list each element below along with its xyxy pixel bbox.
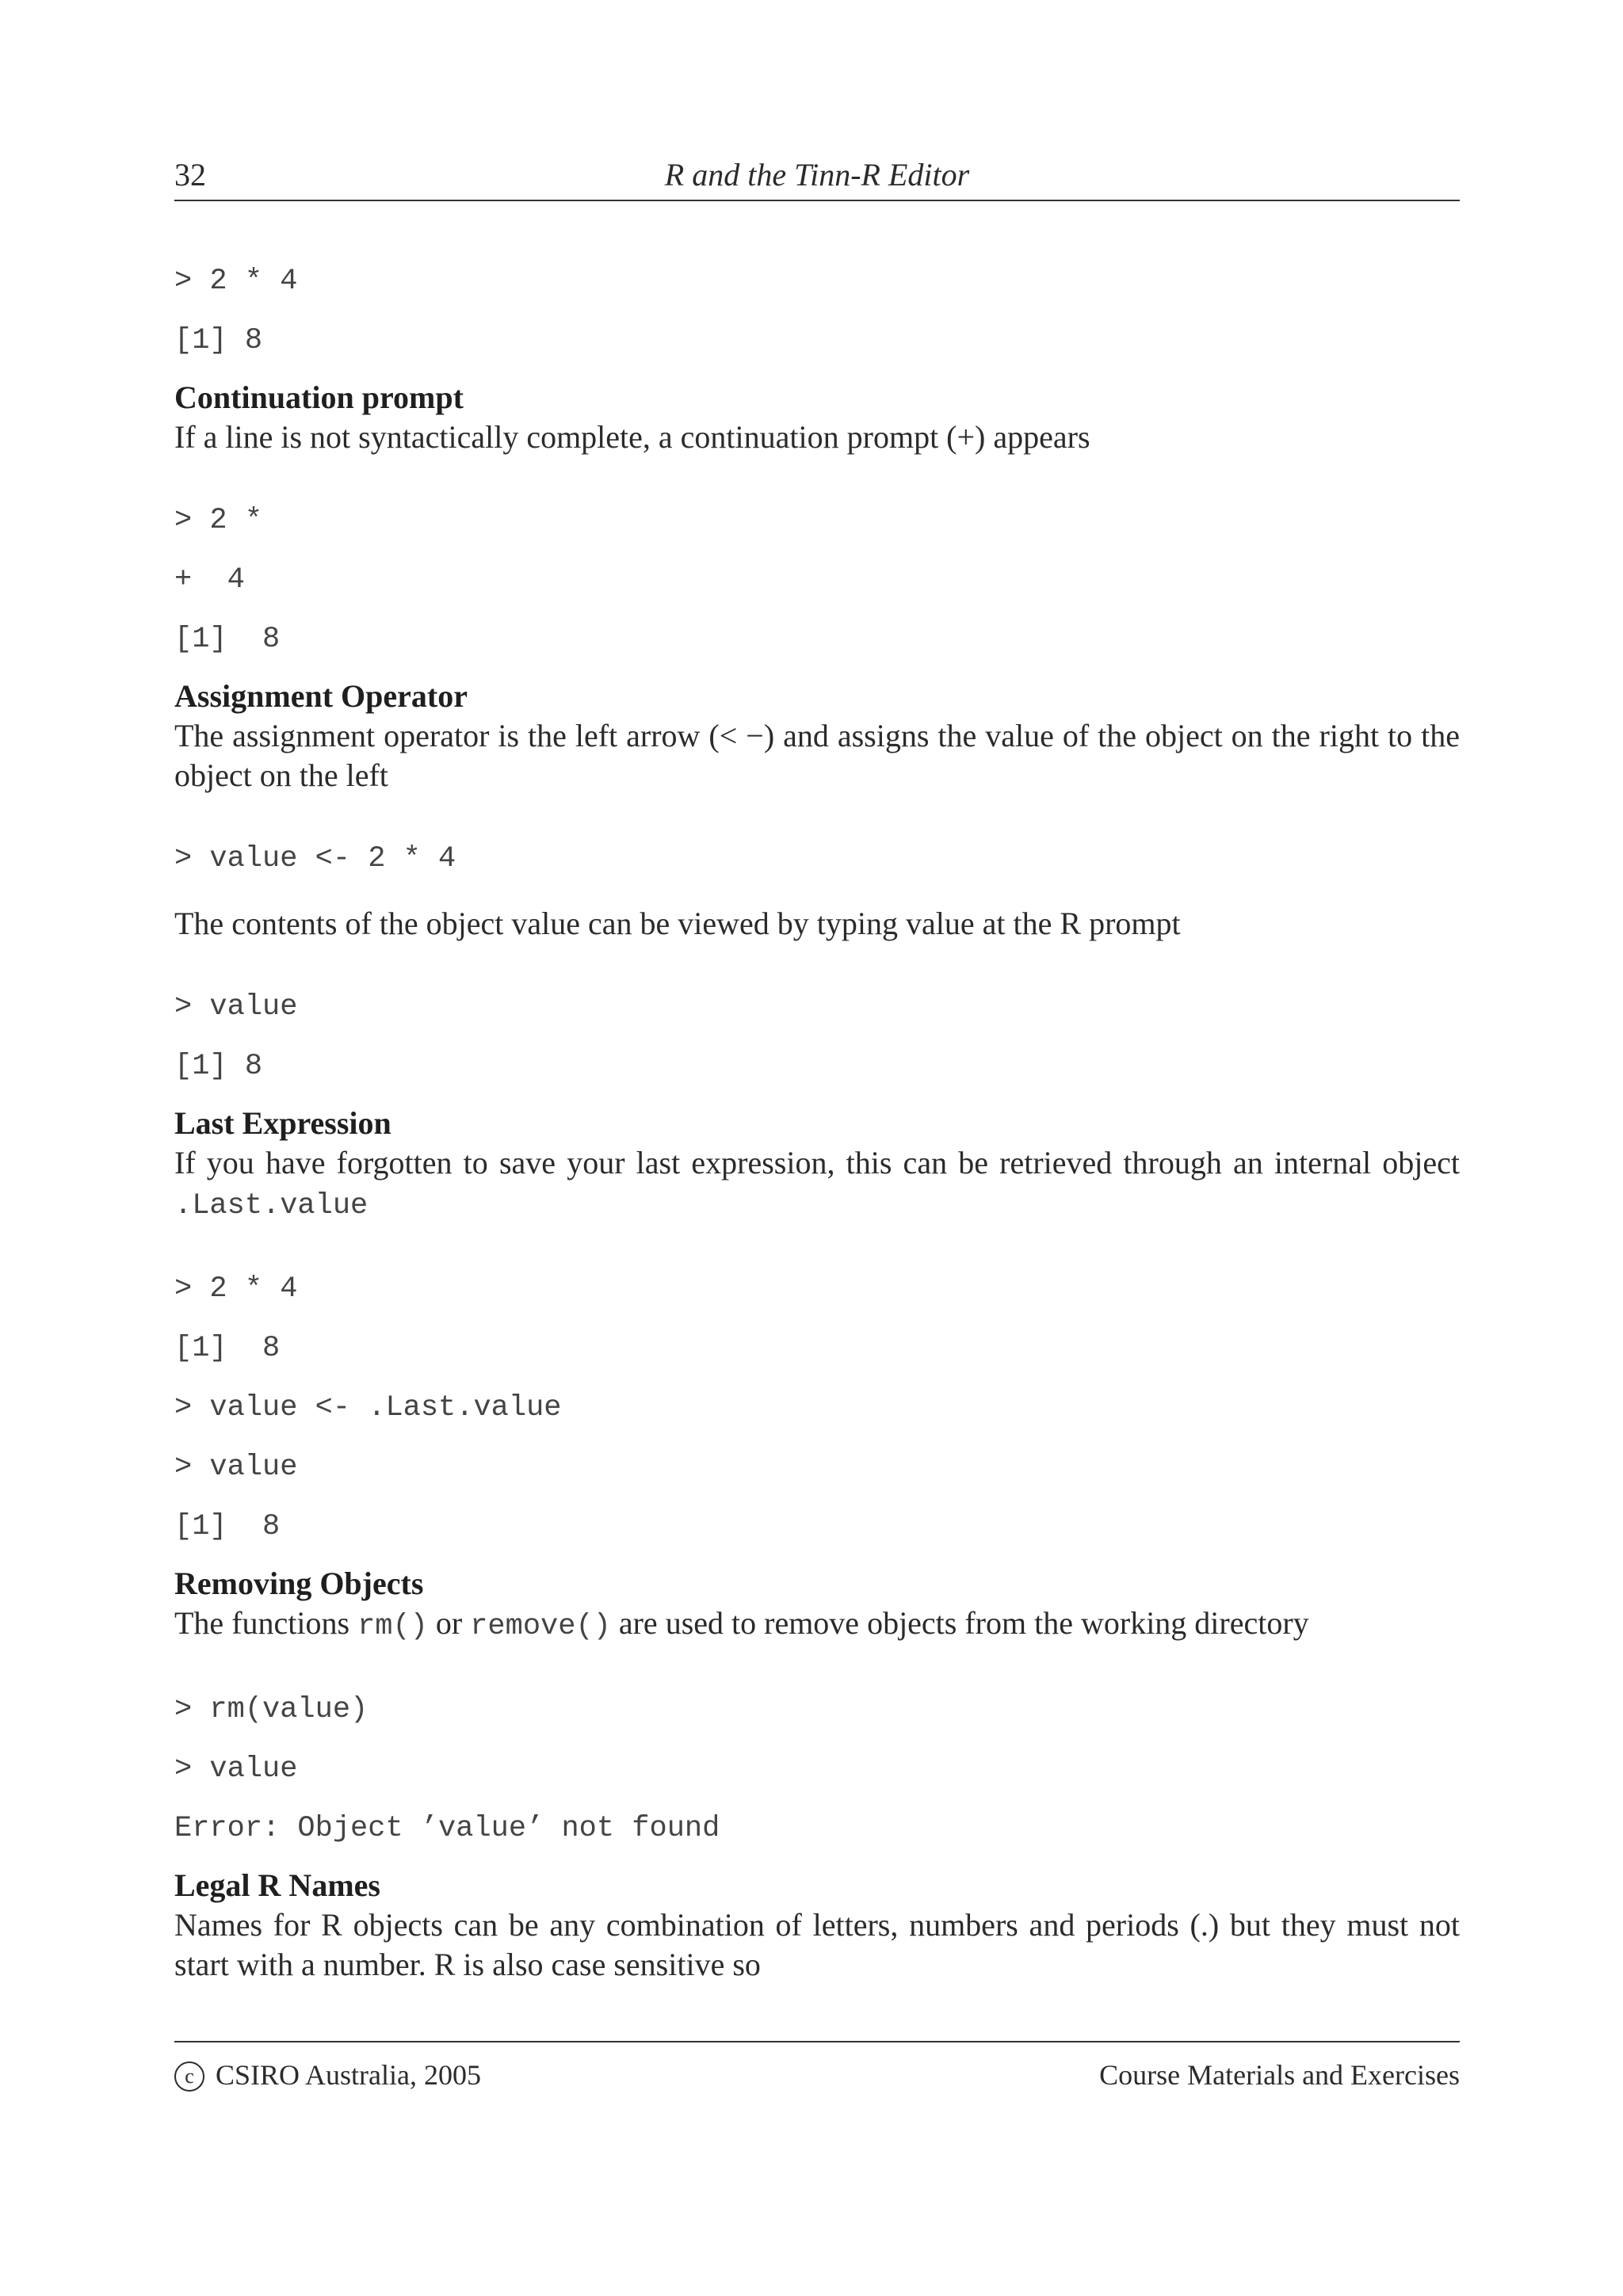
- code-line: > 2 * 4: [174, 1272, 298, 1306]
- section-heading: Legal R Names: [174, 1867, 380, 1903]
- paragraph-text: If you have forgotten to save your last expression, this can be retrieved through an internal object: [174, 1145, 1460, 1180]
- code-line: > value <- 2 * 4: [174, 842, 456, 875]
- code-line: Error: Object ’value’ not found: [174, 1812, 720, 1845]
- section-continuation-prompt: [174, 378, 1460, 457]
- paragraph-text: The functions: [174, 1605, 358, 1641]
- inline-code: remove(): [470, 1610, 611, 1643]
- page-number: 32: [174, 157, 206, 193]
- inline-code: .Last.value: [174, 1189, 369, 1222]
- paragraph: [174, 1143, 1460, 1226]
- code-line: > 2 * 4: [174, 265, 298, 298]
- code-line: > value: [174, 1753, 298, 1786]
- section-heading: Continuation prompt: [174, 379, 464, 415]
- code-line: [1] 8: [174, 1510, 281, 1543]
- code-line: > 2 *: [174, 504, 263, 537]
- paragraph: Names for R objects can be any combination of letters, numbers and periods (.) but they must not start with a number. R is also case sensitive so: [174, 1907, 1460, 1982]
- footer-copyright: [174, 2055, 481, 2095]
- code-block: [174, 501, 1460, 659]
- paragraph-text: are used to remove objects from the working directory: [610, 1605, 1309, 1641]
- code-line: [1] 8: [174, 1332, 281, 1365]
- code-line: > value: [174, 990, 298, 1024]
- section-assignment-operator: [174, 677, 1460, 795]
- section-heading: Removing Objects: [174, 1566, 424, 1601]
- page-footer: [174, 2041, 1460, 2091]
- inline-code: rm(): [357, 1610, 428, 1643]
- code-block: [174, 839, 1460, 879]
- code-line: > value: [174, 1451, 298, 1484]
- copyright-icon: c: [174, 2061, 204, 2092]
- paragraph: The assignment operator is the left arrow (< −) and assigns the value of the object on the right to the object on the left: [174, 718, 1460, 793]
- running-title: R and the Tinn-R Editor: [664, 157, 970, 193]
- code-line: [1] 8: [174, 1050, 263, 1083]
- code-block: [174, 1269, 1460, 1547]
- code-line: + 4: [174, 563, 245, 597]
- code-block: [174, 1690, 1460, 1848]
- section-heading: Last Expression: [174, 1105, 391, 1141]
- code-line: [1] 8: [174, 623, 281, 656]
- footer-left-text: CSIRO Australia, 2005: [216, 2059, 482, 2091]
- code-line: > value <- .Last.value: [174, 1391, 562, 1425]
- code-block: [174, 987, 1460, 1086]
- paragraph-text: or: [427, 1605, 471, 1641]
- page-header: [174, 155, 1460, 201]
- section-last-expression: [174, 1104, 1460, 1226]
- section-legal-r-names: [174, 1866, 1460, 1985]
- paragraph: The contents of the object value can be viewed by typing value at the R prompt: [174, 906, 1181, 941]
- section-heading: Assignment Operator: [174, 678, 468, 714]
- paragraph: [174, 1604, 1460, 1646]
- code-line: > rm(value): [174, 1693, 369, 1726]
- page-body: [174, 261, 1460, 1985]
- section-removing-objects: [174, 1564, 1460, 1646]
- footer-right-text: Course Materials and Exercises: [1099, 2059, 1460, 2091]
- code-line: [1] 8: [174, 324, 263, 357]
- paragraph: If a line is not syntactically complete, a continuation prompt (+) appears: [174, 419, 1090, 455]
- document-page: [174, 0, 1460, 2296]
